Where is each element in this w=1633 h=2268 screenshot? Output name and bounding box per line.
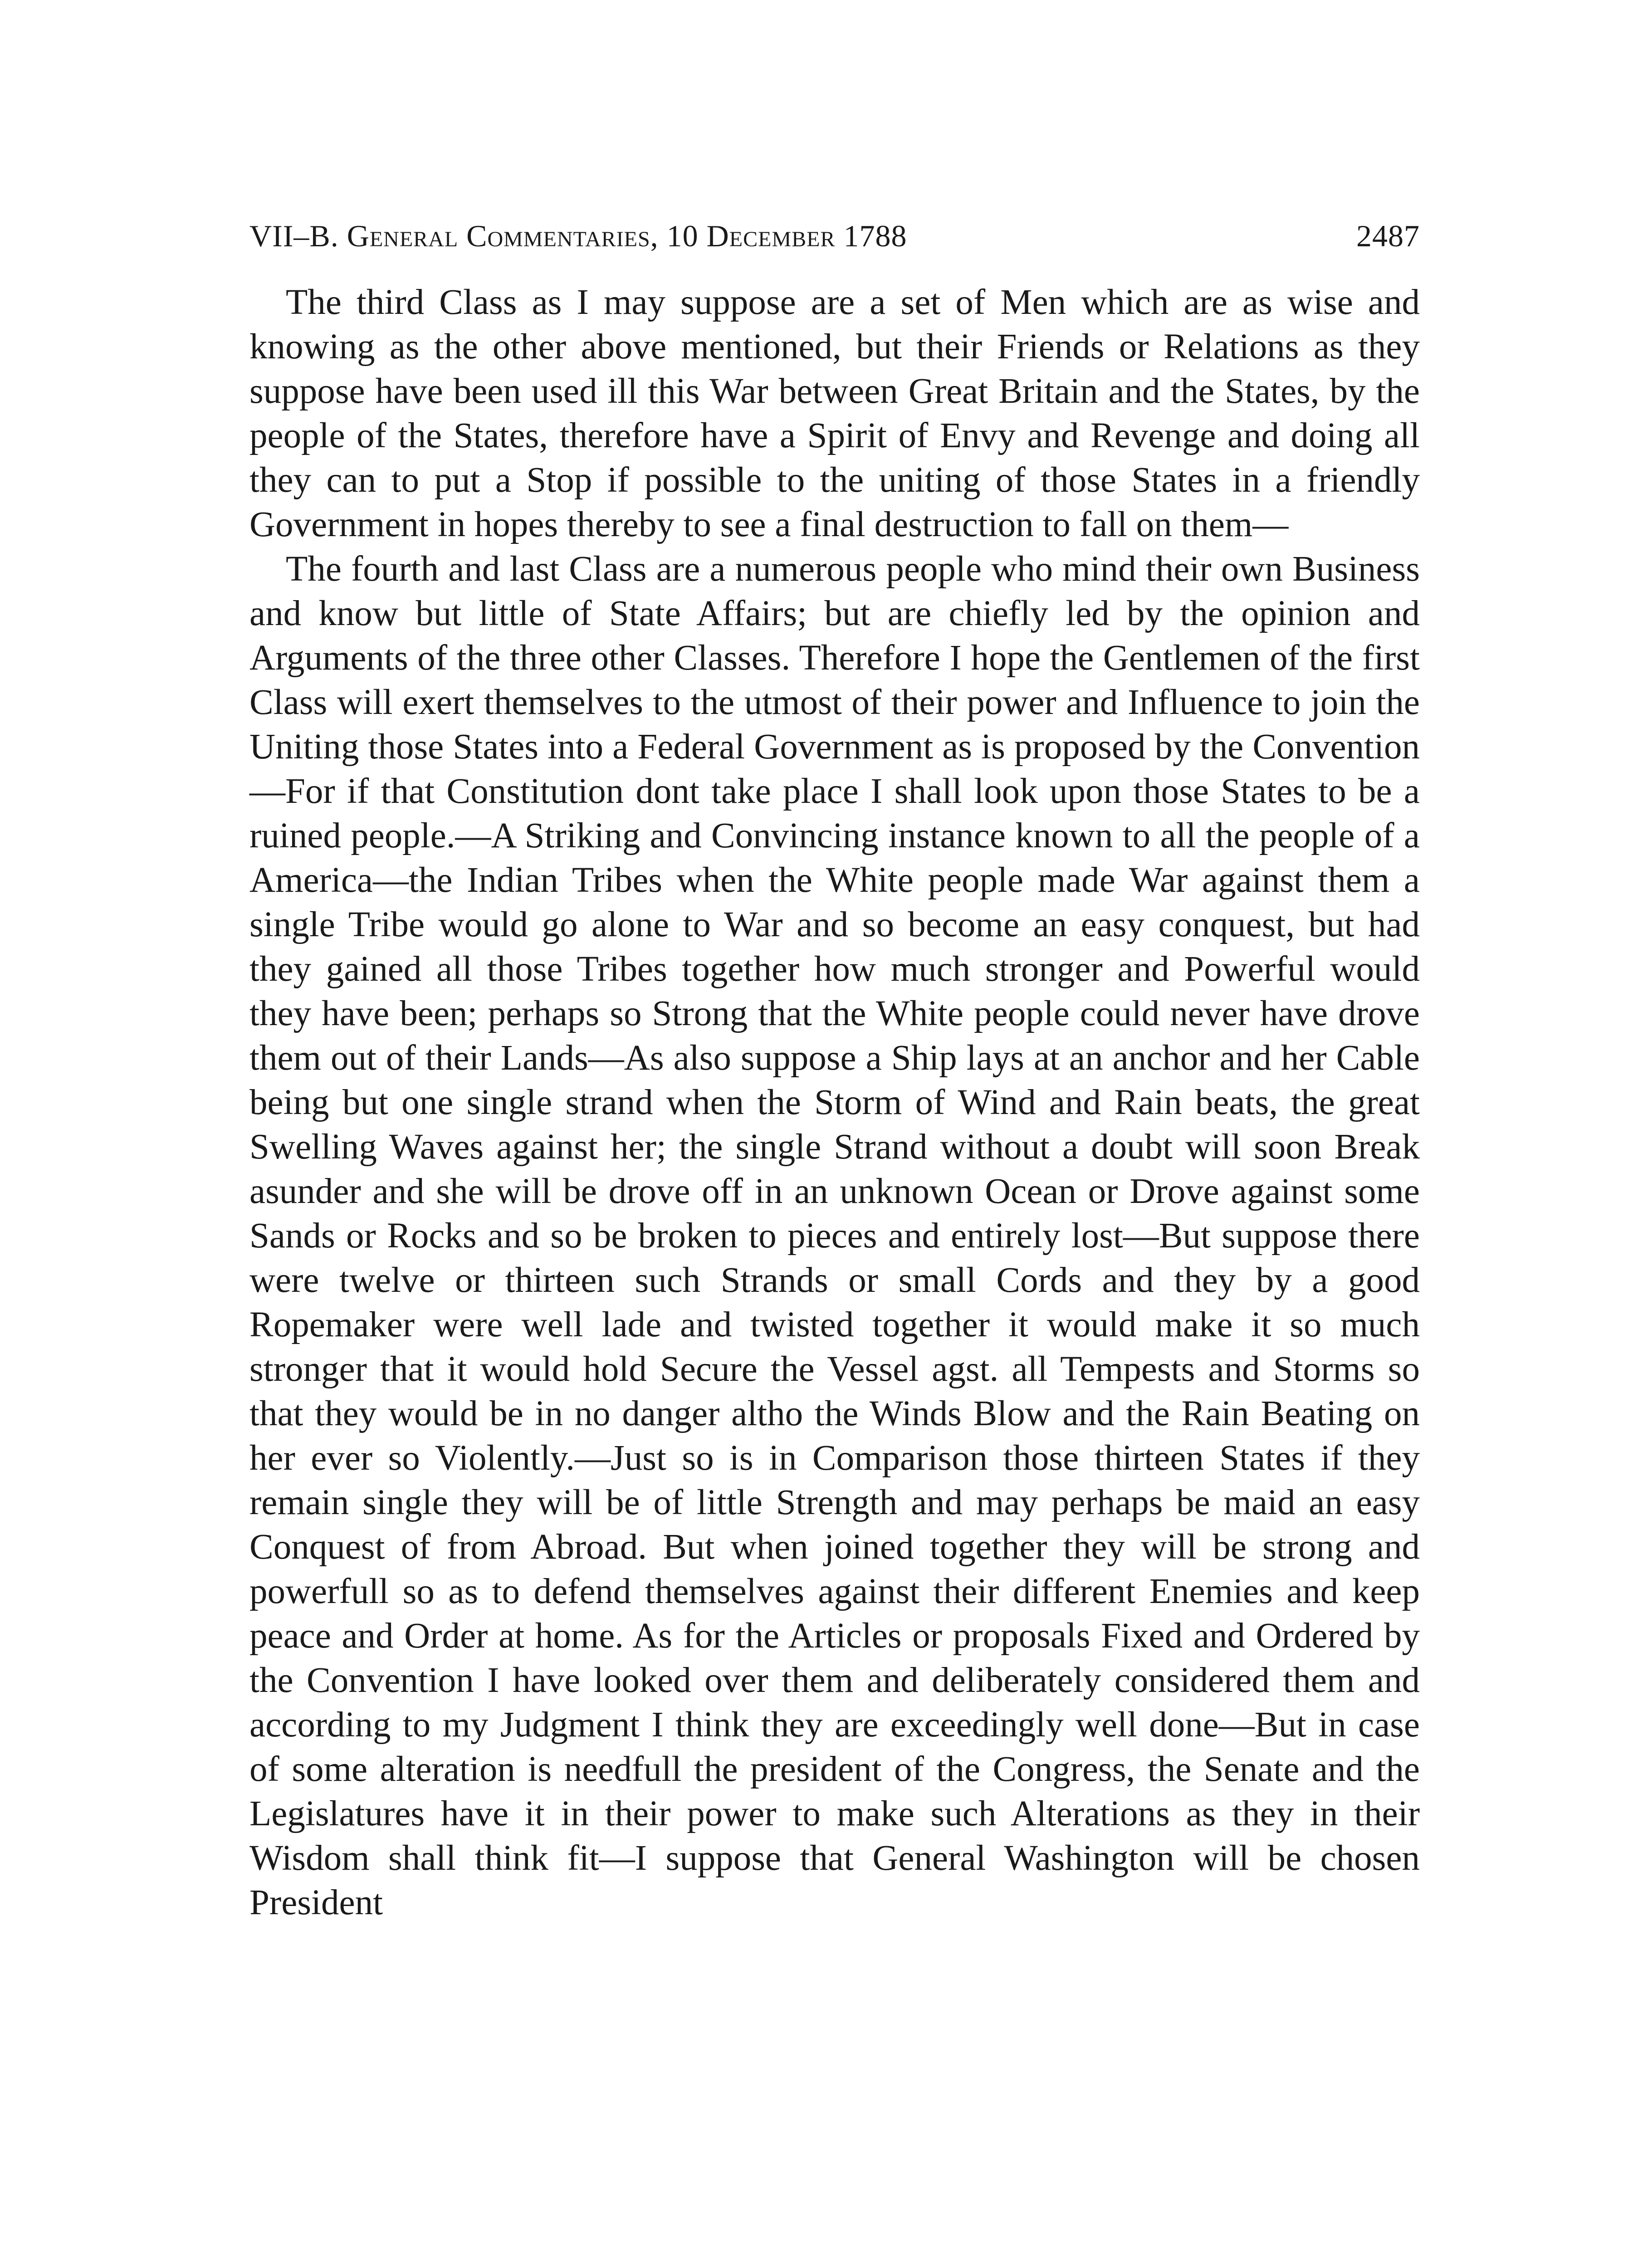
body-text [249,280,1420,1925]
document-page [249,213,1420,1925]
page-number: 2487 [1356,219,1420,253]
paragraph-fourth-class: The fourth and last Class are a numerous people who mind their own Business and know but little of State Affairs; but are chiefly led by the opinion and Arguments of the three other Classes. Therefore I hope the Gentlemen of the first Class will exert themselves to the utmost of their power and Influence to join the Uniting those States into a Federal Government as is proposed by the Convention—For if that Constitution dont take place I shall look upon those States to be a ruined people.—A Striking and Convincing instance known to all the people of a America—the Indian Tribes when the White people made War against them a single Tribe would go alone to War and so become an easy conquest, but had they gained all those Tribes together how much stronger and Powerful would they have been; perhaps so Strong that the White people could never have drove them out of their Lands—As also suppose a Ship lays at an anchor and her Cable being but one single strand when the Storm of Wind and Rain beats, the great Swelling Waves against her; the single Strand without a doubt will soon Break asunder and she will be drove off in an unknown Ocean or Drove against some Sands or Rocks and so be broken to pieces and entirely lost—But suppose there were twelve or thirteen such Strands or small Cords and they by a good Ropemaker were well lade and twisted together it would make it so much stronger that it would hold Secure the Vessel agst. all Tempests and Storms so that they would be in no danger altho the Winds Blow and the Rain Beating on her ever so Violently.—Just so is in Comparison those thirteen States if they remain single they will be of little Strength and may perhaps be maid an easy Conquest of from Abroad. But when joined together they will be strong and powerfull so as to defend themselves against their different Enemies and keep peace and Order at home. As for the Articles or proposals Fixed and Ordered by the Convention I have looked over them and deliberately considered them and according to my Judgment I think they are exceedingly well done—But in case of some alteration is needfull the president of the Congress, the Senate and the Legislatures have it in their power to make such Alterations as they in their Wisdom shall think fit—I suppose that General Washington will be chosen President [249,549,1420,1922]
running-head-title: VII–B. General Commentaries, 10 December 1788 [249,219,907,253]
running-head [249,213,1420,259]
paragraph-third-class: The third Class as I may suppose are a set of Men which are as wise and knowing as the other above mentioned, but their Friends or Relations as they suppose have been used ill this War between Great Britain and the States, by the people of the States, therefore have a Spirit of Envy and Revenge and doing all they can to put a Stop if possible to the uniting of those States in a friendly Government in hopes thereby to see a final destruction to fall on them— [249,283,1420,544]
